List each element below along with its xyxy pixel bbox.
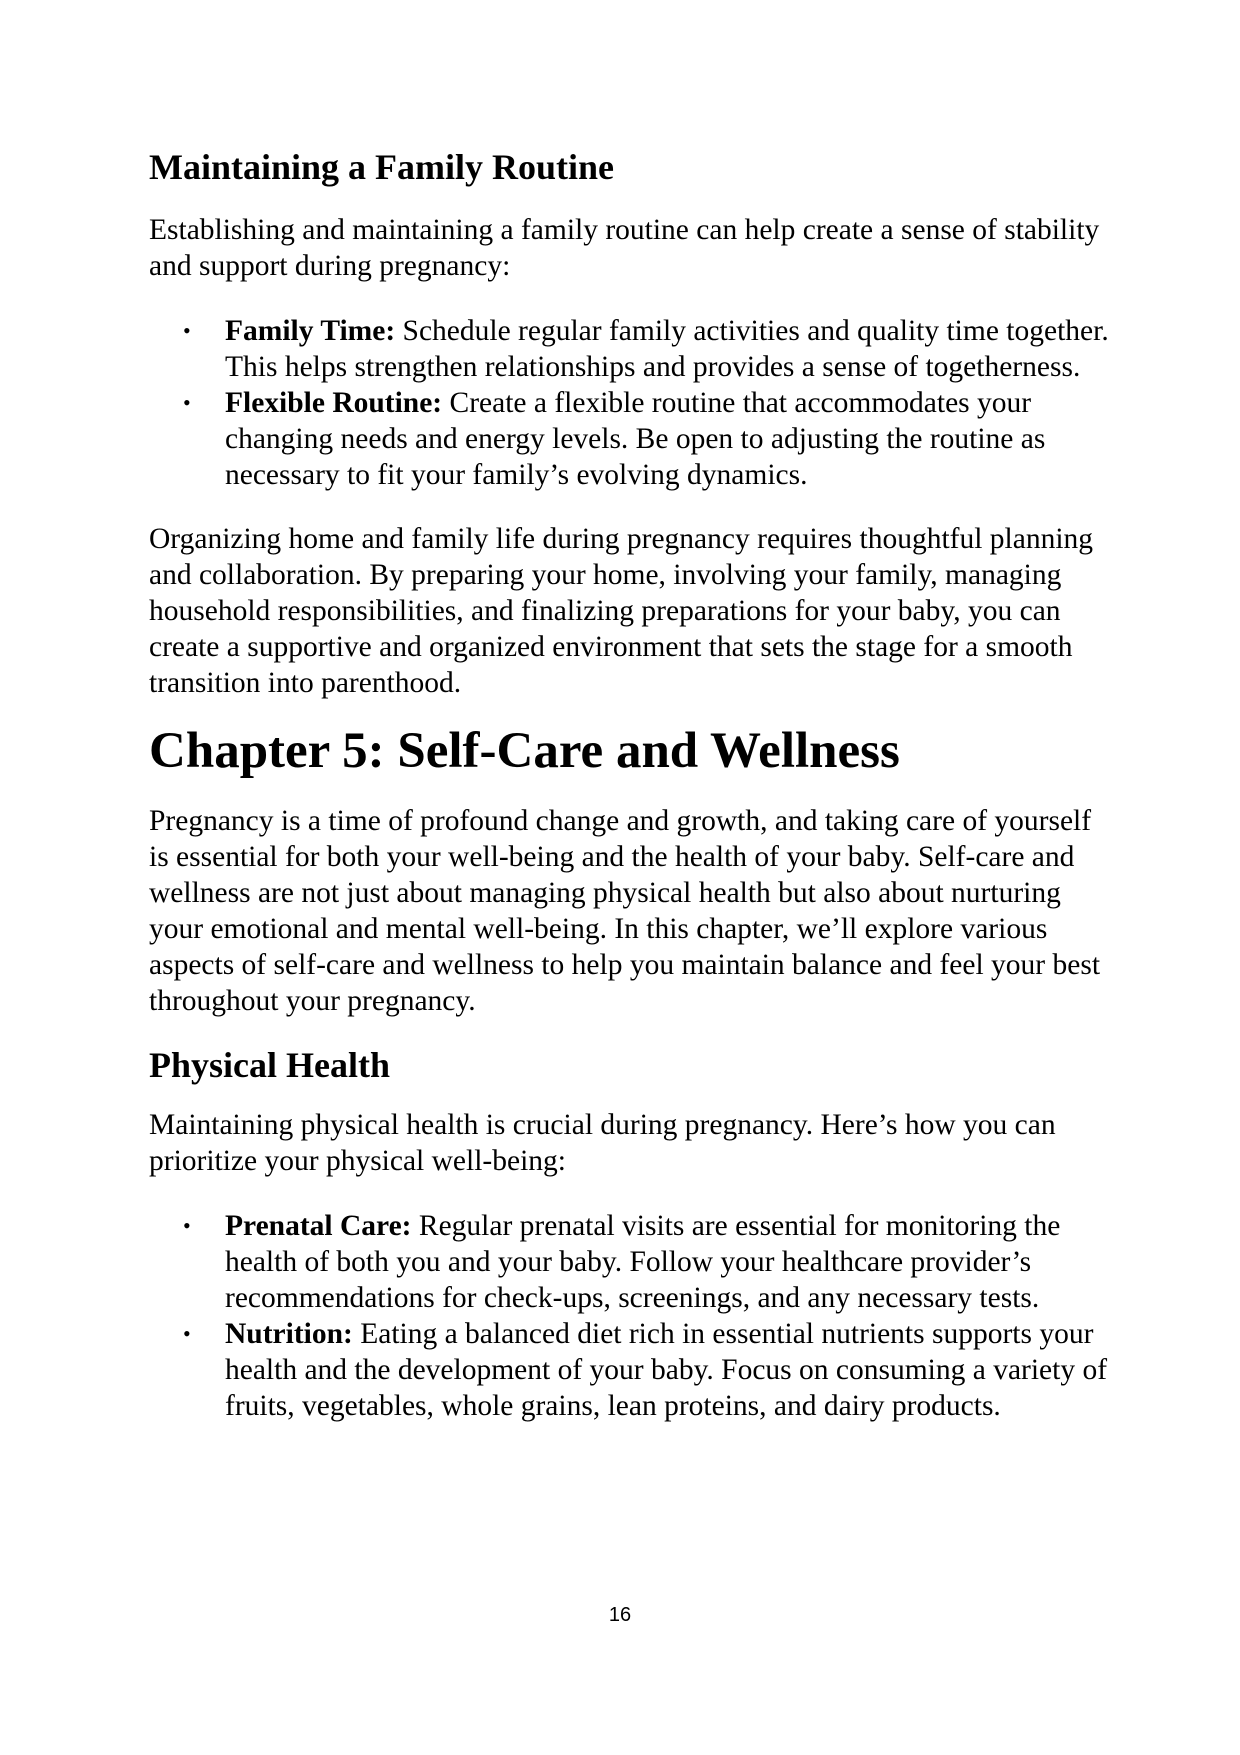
bullet-list-physical-health xyxy=(149,1208,1109,1424)
list-item-label: Flexible Routine: xyxy=(225,387,443,419)
paragraph-chapter-intro: Pregnancy is a time of profound change and growth, and taking care of yourself is essential for both your well-being and the health of your baby. Self-care and wellness are not just about managing physical health but also about nurturing your emotional and mental well-being. In this chapter, we’ll explore various aspects of self-care and wellness to help you maintain balance and feel your best throughout your pregnancy. xyxy=(149,805,1101,1017)
bullet-icon: • xyxy=(183,318,191,343)
list-item-text: Schedule regular family activities and quality time together. This helps strengthen relationships and provides a sense of togetherness. xyxy=(225,315,1109,383)
paragraph-physical-health-intro: Maintaining physical health is crucial during pregnancy. Here’s how you can prioritize your physical well-being: xyxy=(149,1109,1056,1177)
list-item-prenatal-care xyxy=(149,1208,1109,1316)
list-item-family-time xyxy=(149,313,1109,385)
bullet-list-family-routine xyxy=(149,313,1109,493)
list-item-nutrition xyxy=(149,1316,1109,1424)
bullet-icon: • xyxy=(183,390,191,415)
list-item-label: Family Time: xyxy=(225,315,396,347)
chapter-title: Chapter 5: Self-Care and Wellness xyxy=(149,723,900,779)
list-item-label: Prenatal Care: xyxy=(225,1210,412,1242)
list-item-text: Regular prenatal visits are essential for monitoring the health of both you and your baby. Follow your healthcare provider’s recommendations for check-ups, screenings, and any necessary tests. xyxy=(225,1210,1061,1314)
list-item-label: Nutrition: xyxy=(225,1318,353,1350)
list-item-text: Create a flexible routine that accommodates your changing needs and energy levels. Be open to adjusting the routine as necessary to fit your family’s evolving dynamics. xyxy=(225,387,1046,491)
section-heading-family-routine: Maintaining a Family Routine xyxy=(149,147,615,187)
paragraph-family-routine-intro: Establishing and maintaining a family routine can help create a sense of stability and support during pregnancy: xyxy=(149,214,1100,282)
paragraph-organizing-summary: Organizing home and family life during pregnancy requires thoughtful planning and collaboration. By preparing your home, involving your family, managing household responsibilities, and finalizing preparations for your baby, you can create a supportive and organized environment that sets the stage for a smooth transition into parenthood. xyxy=(149,523,1094,699)
bullet-icon: • xyxy=(183,1321,191,1346)
bullet-icon: • xyxy=(183,1213,191,1238)
page-number: 16 xyxy=(608,1604,632,1626)
list-item-flexible-routine xyxy=(149,385,1109,493)
section-heading-physical-health: Physical Health xyxy=(149,1045,390,1085)
list-item-text: Eating a balanced diet rich in essential nutrients supports your health and the development of your baby. Focus on consuming a variety of fruits, vegetables, whole grains, lean proteins, and dairy products. xyxy=(225,1318,1108,1422)
page-content xyxy=(149,145,1109,1424)
